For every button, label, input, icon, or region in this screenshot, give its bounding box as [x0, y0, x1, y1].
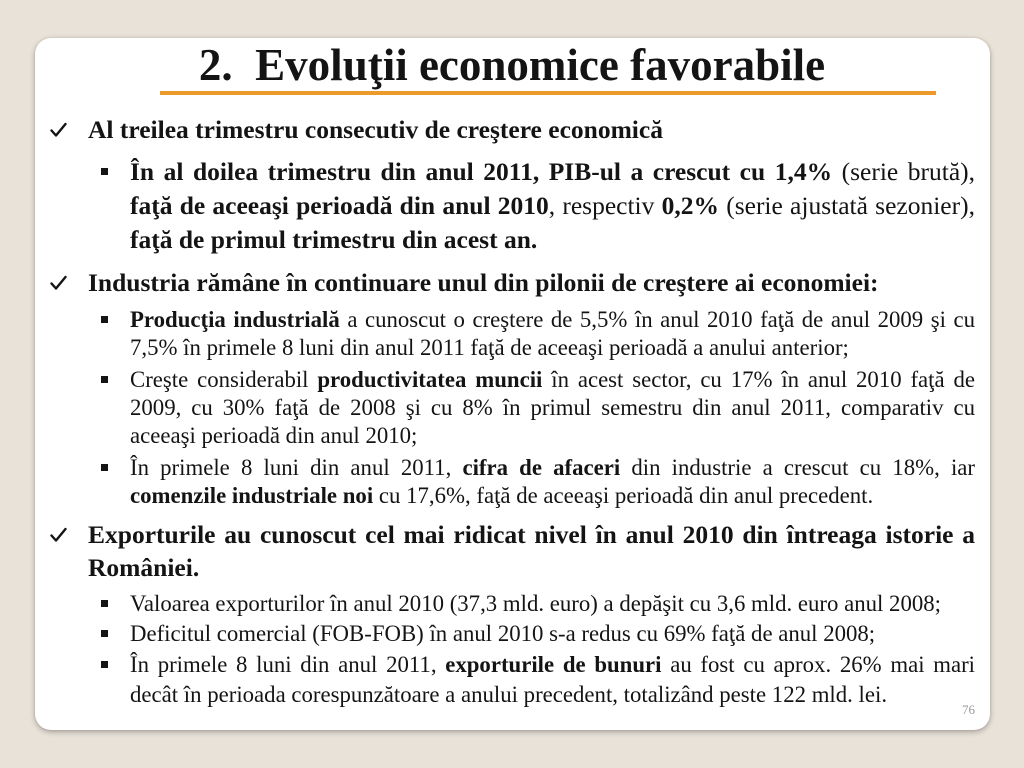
bold-text-run: 0,2% — [661, 191, 719, 220]
section — [48, 518, 975, 710]
bullet-item — [88, 650, 975, 710]
square-bullet-icon — [101, 376, 108, 383]
section-heading: Al treilea trimestru consecutiv de creştere economică — [88, 115, 663, 144]
bullet-text — [130, 306, 975, 362]
bullet-item — [88, 366, 975, 450]
bullet-marker — [88, 155, 130, 189]
square-bullet-icon — [101, 600, 108, 607]
bold-text-run: exporturile de bunuri — [445, 652, 662, 677]
text-run: Valoarea exporturilor în anul 2010 (37,3 mld. euro) a depăşit cu 3,6 mld. euro anul 2008; — [130, 591, 941, 616]
square-bullet-icon — [101, 464, 108, 471]
bullet-item — [88, 454, 975, 510]
text-run: , respectiv — [548, 191, 662, 220]
bullet-item — [88, 589, 975, 619]
checkmark-icon — [48, 113, 88, 146]
section-heading-row — [48, 266, 975, 299]
bullet-item — [88, 155, 975, 257]
text-run: (serie brută), — [832, 157, 975, 186]
bullet-marker — [88, 306, 130, 334]
section-heading: Exporturile au cunoscut cel mai ridicat nivel în anul 2010 din întreaga istorie a României. — [88, 520, 975, 582]
text-run: (serie ajustată sezonier), — [718, 191, 975, 220]
bullet-text — [130, 155, 975, 257]
square-bullet-icon — [101, 661, 108, 668]
checkmark-icon — [48, 518, 88, 551]
text-run: În primele 8 luni din anul 2011, — [130, 455, 463, 480]
slide-title: 2. Evoluţii economice favorabile — [198, 40, 826, 90]
text-run: În primele 8 luni din anul 2011, — [130, 652, 446, 677]
section — [48, 113, 975, 257]
bullet-marker — [88, 589, 130, 619]
text-run: cu 17,6%, faţă de aceeaşi perioadă din anul precedent. — [373, 483, 874, 508]
section-heading-row — [48, 518, 975, 584]
checkmark-icon — [48, 266, 88, 299]
bold-text-run: faţă de aceeaşi perioadă din anul 2010 — [130, 191, 549, 220]
text-run: Creşte considerabil — [130, 367, 318, 392]
bold-text-run: productivitatea muncii — [317, 367, 543, 392]
bullet-item — [88, 306, 975, 362]
section-heading: Industria rămâne în continuare unul din pilonii de creştere ai economiei: — [88, 268, 879, 297]
bullet-text — [130, 619, 975, 649]
bullet-marker — [88, 619, 130, 649]
page-number: 76 — [962, 702, 975, 717]
bold-text-run: comenzile industriale noi — [130, 483, 374, 508]
bold-text-run: În al doilea trimestru din anul 2011, PIB-ul a crescut cu 1,4% — [130, 157, 833, 186]
text-run: din industrie a crescut cu 18%, iar — [620, 455, 975, 480]
section — [48, 266, 975, 510]
bullet-marker — [88, 454, 130, 482]
text-run: Deficitul comercial (FOB-FOB) în anul 2010 s-a redus cu 69% faţă de anul 2008; — [130, 621, 876, 646]
bullet-marker — [88, 366, 130, 394]
bullet-text — [130, 589, 975, 619]
text-run: în acest sector, cu 17% în anul 2010 faţă de 2009, cu 30% faţă de 2008 şi cu 8% în primul semestru din anul 2011, comparativ cu aceeaşi perioadă din anul 2010; — [130, 367, 976, 448]
text-run: au fost cu aprox. 26% mai mari decât în perioada corespunzătoare a anului precedent, totalizând peste 122 mld. lei. — [130, 652, 976, 707]
bullet-marker — [88, 650, 130, 680]
square-bullet-icon — [101, 316, 108, 323]
bold-text-run: faţă de primul trimestru din acest an. — [130, 225, 538, 254]
bullet-text — [130, 454, 975, 510]
bold-text-run: cifra de afaceri — [462, 455, 621, 480]
bullet-text — [130, 650, 975, 710]
bullet-item — [88, 619, 975, 649]
square-bullet-icon — [101, 168, 108, 175]
square-bullet-icon — [101, 630, 108, 637]
bold-text-run: Producţia industrială — [130, 307, 340, 332]
section-heading-row — [48, 113, 975, 146]
text-run: a cunoscut o creştere de 5,5% în anul 2010 faţă de anul 2009 şi cu 7,5% în primele 8 luni din anul 2011 faţă de aceeaşi perioadă a anului anterior; — [130, 307, 975, 360]
slide-body — [48, 113, 975, 710]
title-underline — [160, 91, 936, 95]
bullet-text — [130, 366, 975, 450]
